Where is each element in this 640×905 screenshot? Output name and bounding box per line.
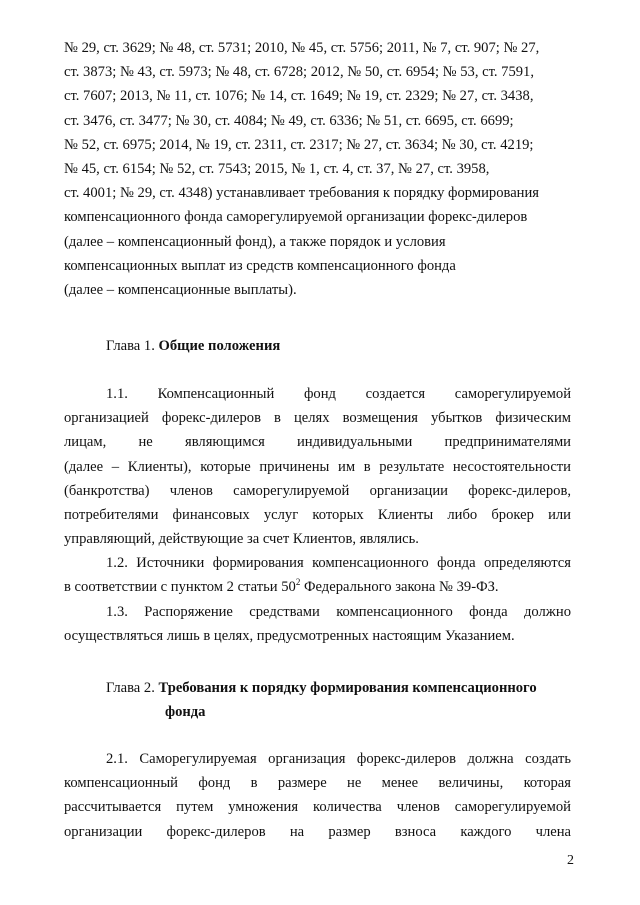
chapter-2-title-line-1: Требования к порядку формирования компенсационного xyxy=(158,680,537,696)
chapter-1-title: Общие положения xyxy=(158,338,281,354)
text-line: 1.3. Распоряжение средствами компенсационного фонда должно xyxy=(106,604,571,620)
text-line: потребителями финансовых услуг которых Клиенты либо брокер или xyxy=(64,507,571,524)
text-line: осуществляться лишь в целях, предусмотренных настоящим Указанием. xyxy=(64,628,515,645)
text-line: ст. 3873; № 43, ст. 5973; № 48, ст. 6728; 2012, № 50, ст. 6954; № 53, ст. 7591, xyxy=(64,64,535,81)
chapter-1-heading xyxy=(106,334,280,358)
text-line: организацией форекс-дилеров в целях возмещения убытков физическим xyxy=(64,410,571,427)
text-line: 1.1. Компенсационный фонд создается саморегулируемой xyxy=(106,386,571,402)
text-line: (далее – компенсационный фонд), а также порядок и условия xyxy=(64,233,446,250)
text-line: компенсационного фонда саморегулируемой организации форекс-дилеров xyxy=(64,209,528,226)
paragraph-2-1 xyxy=(64,747,571,844)
text-line: компенсационный фонд в размере не менее величины, которая xyxy=(64,775,571,792)
text-line: (банкротства) членов саморегулируемой организации форекс-дилеров, xyxy=(64,482,571,499)
paragraph-1-2 xyxy=(64,551,571,599)
text-line: лицам, не являющимся индивидуальными предпринимателями xyxy=(64,434,571,451)
intro-paragraph xyxy=(64,36,571,302)
text-line: ст. 7607; 2013, № 11, ст. 1076; № 14, ст. 1649; № 19, ст. 2329; № 27, ст. 3438, xyxy=(64,88,534,105)
text-line: компенсационных выплат из средств компенсационного фонда xyxy=(64,257,456,274)
superscript: 2 xyxy=(295,577,301,588)
text-line: 2.1. Саморегулируемая организация форекс-дилеров должна создать xyxy=(106,751,571,767)
text-line: № 29, ст. 3629; № 48, ст. 5731; 2010, № 45, ст. 5756; 2011, № 7, ст. 907; № 27, xyxy=(64,40,540,56)
text-line: (далее – Клиенты), которые причинены им в результате несостоятельности xyxy=(64,458,571,475)
chapter-2-prefix: Глава 2. xyxy=(106,680,155,696)
text-line: рассчитывается путем умножения количества членов саморегулируемой xyxy=(64,799,571,816)
text-line xyxy=(64,575,571,599)
chapter-2-title-line-2: фонда xyxy=(165,704,206,720)
chapter-2-heading-cont xyxy=(165,700,205,724)
text-line: № 52, ст. 6975; 2014, № 19, ст. 2311, ст. 2317; № 27, ст. 3634; № 30, ст. 4219; xyxy=(64,136,534,153)
text-line: управляющий, действующие за счет Клиентов, являлись. xyxy=(64,531,419,548)
page-number: 2 xyxy=(567,853,574,868)
text-line: организации форекс-дилеров на размер взноса каждого члена xyxy=(64,823,571,840)
paragraph-1-1 xyxy=(64,382,571,551)
text-fragment: в соответствии с пунктом 2 статьи 50 xyxy=(64,579,296,596)
text-line: 1.2. Источники формирования компенсационного фонда определяются xyxy=(106,555,571,571)
chapter-2-heading xyxy=(106,676,537,700)
text-line: ст. 3476, ст. 3477; № 30, ст. 4084; № 49, ст. 6336; № 51, ст. 6695, ст. 6699; xyxy=(64,112,514,129)
chapter-1-prefix: Глава 1. xyxy=(106,338,155,354)
text-line: ст. 4001; № 29, ст. 4348) устанавливает требования к порядку формирования xyxy=(64,185,540,202)
text-line: (далее – компенсационные выплаты). xyxy=(64,282,297,299)
text-line: № 45, ст. 6154; № 52, ст. 7543; 2015, № 1, ст. 4, ст. 37, № 27, ст. 3958, xyxy=(64,161,490,178)
text-fragment: Федерального закона № 39-ФЗ. xyxy=(300,579,499,596)
paragraph-1-3 xyxy=(64,600,571,648)
